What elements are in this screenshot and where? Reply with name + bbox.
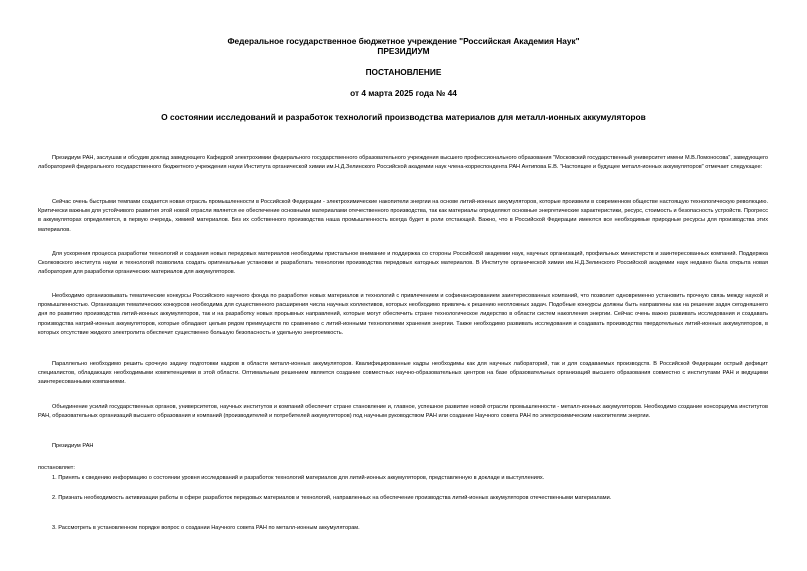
paragraph-intro: Президиум РАН, заслушав и обсудив доклад заведующего Кафедрой электрохимии федерального государственного образовательного учреждения высшего профессионального образования "Московский государственный университет имени М.В.Ломоносова", заведующего лабораторией федерального государственного бюджетного учреждения науки Института органической химии им.Н.Д.Зелинского Российской академии наук члена-корреспондента РАН Антипова Е.В. "Настоящее и будущее металл-ионных аккумуляторов" отмечает следующее: xyxy=(38,155,768,171)
presidium-label: Президиум РАН xyxy=(52,443,94,449)
document-type: ПОСТАНОВЛЕНИЕ xyxy=(365,67,442,77)
presidium-heading: ПРЕЗИДИУМ xyxy=(377,46,430,56)
resolution-item-2: 2. Признать необходимость активизации работы в сфере разработок передовых материалов и технологий, направленных на обеспечение производства литий-ионных аккумуляторов отечественными материалами. xyxy=(52,495,612,501)
paragraph-industry: Сейчас очень быстрыми темпами создается новая отрасль промышленности в Российской Федерации - электрохимические накопители энергии на основе литий-ионных аккумуляторов, которые произвели в современном обществе настоящую технологическую революцию. Критически важным для устойчивого развития этой новой отрасли является ее обеспечение основными материалами отечественного производства, так как материалы определяют основные энергетические характеристики, ресурс, стоимость и безопасность устройств. Прогресс в аккумуляторах определяется, в первую очередь, химией материалов. Без их собственного производства наша промышленность всегда будет в роли отстающей. Важно, что в Российской Федерации имеются все необходимые природные ресурсы для производства этих материалов. xyxy=(38,199,768,233)
paragraph-consortium: Объединение усилий государственных органов, университетов, научных институтов и компаний обеспечит стране становление и, главное, успешное развитие новой отрасли промышленности - металл-ионных аккумуляторов. Необходимо создание консорциума институтов РАН, образовательных организаций высшего образования и компаний (производителей и потребителей аккумуляторов) под научным руководством РАН или создание Научного совета РАН по электрохимическим накопителям энергии. xyxy=(38,404,768,420)
resolution-item-3: 3. Рассмотреть в установленном порядке вопрос о создании Научного совета РАН по металл-ионным аккумуляторам. xyxy=(52,525,360,531)
resolves-label: постановляет: xyxy=(38,465,75,471)
paragraph-contests: Необходимо организовывать тематические конкурсы Российского научного фонда по разработке новых материалов и технологий с привлечением и софинансированием заинтересованных компаний, что позволит одновременно установить прочную связь между наукой и промышленностью. Организация тематических конкурсов необходима для существенного расширения числа научных коллективов, которых необходимо привлечь к решению неотложных задач. Подобные конкурсы должны быть направлены как на решение задач сегодняшнего дня по развитию производства литий-ионных аккумуляторов, так и на разработку новых прорывных направлений, которые могут обеспечить стране технологическое лидерство в области систем накопления энергии. Сейчас очень важно развивать исследования и создавать производства натрий-ионных аккумуляторов, которые обладают целым рядом преимуществ по сравнению с литий-ионными технологиями хранения энергии. Также необходимо развивать исследования и создавать производства твердотельных литий-ионных аккумуляторов, в которых отсутствие жидкого электролита обеспечит существенно большую безопасность и удельную энергоемкость. xyxy=(38,293,768,336)
resolution-item-1: 1. Принять к сведению информацию о состоянии уровня исследований и разработок технологий материалов для литий-ионных аккумуляторов, представленную в докладе и выступлениях. xyxy=(52,475,545,481)
organization-name: Федеральное государственное бюджетное учреждение "Российская Академия Наук" xyxy=(227,36,580,46)
paragraph-support: Для ускорения процесса разработки технологий и создания новых передовых материалов необходимы пристальное внимание и поддержка со стороны Российской академии наук, научных организаций, профильных министерств и заинтересованных компаний. Поддержка Сколковского института науки и технологий позволила создать оригинальные установки и разработать технологии производства передовых катодных материалов. В Институте органической химии им.Н.Д.Зелинского Российской академии наук недавно была открыта новая лаборатория для разработки органических материалов для аккумуляторов. xyxy=(38,251,768,276)
document-date-number: от 4 марта 2025 года № 44 xyxy=(350,88,457,98)
paragraph-personnel: Параллельно необходимо решить срочную задачу подготовки кадров в области металл-ионных аккумуляторов. Квалифицированные кадры необходимы как для научных лабораторий, так и для создаваемых производств. В Российской Федерации острый дефицит специалистов, обладающих необходимыми компетенциями в этой области. Оптимальным решением является создание совместных научно-образовательных центров на базе образовательных организаций высшего образования совместно с институтами РАН и ведущими заинтересованными компаниями. xyxy=(38,361,768,386)
document-title: О состоянии исследований и разработок технологий производства материалов для металл-ионных аккумуляторов xyxy=(161,112,646,122)
